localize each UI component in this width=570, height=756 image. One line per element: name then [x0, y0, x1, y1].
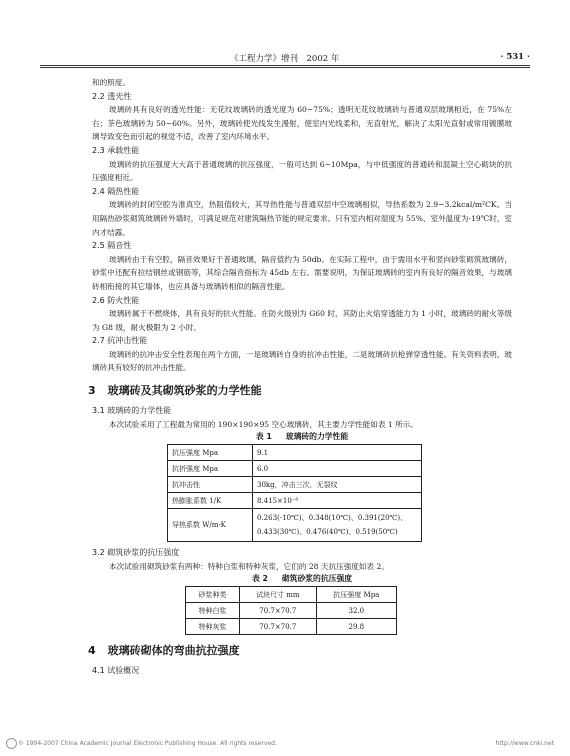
section-2-7-heading: 2.7 抗冲击性能 [92, 336, 148, 346]
section-4-number: 4 [88, 644, 96, 658]
section-2-7-text: 玻璃砖的抗冲击安全性表现在两个方面，一是玻璃砖自身的抗冲击性能，二是玻璃砖抗枪弹穿透性能。有关资料表明，玻璃砖具有较好的抗冲击性能。 [92, 349, 512, 373]
table-cell: 导热系数 W/m·K [168, 509, 253, 542]
table-cell-multiline [253, 509, 422, 542]
table-cell: 8.415×10⁻⁶ [253, 493, 422, 509]
table-1 [167, 444, 422, 542]
table-2 [185, 586, 397, 635]
table-cell: 抗折强度 Mpa [168, 461, 253, 477]
section-2-2-text: 玻璃砖具有良好的透光性能：无花纹玻璃砖的透光度为 60~75%；透明无花纹玻璃砖与普通双层玻璃相近，在 75%左右；茶色玻璃砖为 50~60%。另外，玻璃砖使光线发生漫射，使室内光线柔和，无直射光，解决了太阳光直射或常用镀膜玻璃导致变色而引起的视觉不适，改善了室内环境水平。 [92, 105, 512, 142]
footer-url[interactable]: http://www.cnki.net [495, 740, 554, 747]
section-2-5-text: 玻璃砖由于有空腔，隔音效果好于普通玻璃，隔音值约为 50db。在实际工程中，由于需用水平和竖向砂浆砌筑玻璃砖，砂浆中还配有拉结钢丝或钢筋等，其综合隔音指标为 45db 左右。需要说明，为保证玻璃砖的室内有良好的隔音效果，与玻璃砖相衔接的其它墙体，也应具备与玻璃砖相似的隔音性能。 [92, 254, 512, 291]
conductivity-line-1: 0.263(-10℃)、0.348(10℃)、0.391(20℃)、 [257, 514, 408, 523]
page-footer [6, 738, 554, 750]
section-3-title: 玻璃砖及其砌筑砂浆的力学性能 [107, 384, 262, 398]
table-row [168, 509, 422, 542]
intro-line: 和的照度。 [92, 78, 130, 87]
section-2-6-heading: 2.6 防火性能 [92, 295, 140, 305]
section-2-3-heading: 2.3 承载性能 [92, 145, 140, 155]
table-row [168, 445, 422, 461]
table-header-cell: 抗压强度 Mpa [316, 587, 396, 603]
table-cell: 抗冲击性 [168, 477, 253, 493]
table-cell: 抗压强度 Mpa [168, 445, 253, 461]
copyright-notice: © 1994-2007 China Academic Journal Electronic Publishing House. All rights reserved. [18, 740, 277, 747]
running-header [40, 52, 530, 66]
table-cell: 特种白浆 [186, 603, 240, 619]
table-cell: 6.0 [253, 461, 422, 477]
section-2-6-text: 玻璃砖属于不燃烧体，具有良好的抗火性能。在防火级别为 G60 时，其防止火焰穿透能力为 1 小时，玻璃砖的耐火等级为 G8 级，耐火极限为 2 小时。 [92, 309, 512, 332]
table-header-row [186, 587, 397, 603]
section-3-2-heading: 3.2 砌筑砂浆的抗压强度 [92, 548, 180, 558]
table-2-title: 砌筑砂浆的抗压强度 [281, 574, 353, 584]
table-row [168, 461, 422, 477]
table-2-caption [92, 573, 512, 585]
table-row [168, 493, 422, 509]
table-cell: 热膨胀系数 1/K [168, 493, 253, 509]
table-cell: 70.7×70.7 [240, 619, 317, 635]
table-cell: 32.0 [316, 603, 396, 619]
table-1-number: 表 1 [255, 432, 272, 442]
table-1-caption [92, 431, 512, 443]
section-2-4-text: 玻璃砖的封闭空腔为准真空，热阻值较大，其导热性能与普通双层中空玻璃相似，导热系数为 2.9~3.2kcal/m²CK。当用隔热砂浆砌筑玻璃砖外墙时，可满足规范对建筑隔热节能的规定要求。只有室内相对湿度为 55%、室外温度为-19℃时，室内才结露。 [92, 200, 512, 237]
section-3-1-heading: 3.1 玻璃砖的力学性能 [92, 406, 172, 416]
section-3-heading [88, 383, 512, 398]
header-rule [40, 65, 530, 68]
section-2-2-heading: 2.2 透光性 [92, 91, 132, 101]
table-cell: 9.1 [253, 445, 422, 461]
table-cell: 30kg，冲击三次，无裂纹 [253, 477, 422, 493]
section-4-title: 玻璃砖砌体的弯曲抗拉强度 [107, 644, 240, 658]
table-cell: 70.7×70.7 [240, 603, 317, 619]
journal-title: 《工程力学》增刊 2002 年 [230, 54, 340, 64]
table-header-cell: 试块尺寸 mm [240, 587, 317, 603]
section-4-1-heading: 4.1 试验概况 [92, 666, 140, 676]
section-2-4-heading: 2.4 隔热性能 [92, 186, 140, 196]
conductivity-line-2: 0.433(30℃)、0.476(40℃)、0.519(50℃) [257, 528, 398, 537]
table-cell: 特种灰浆 [186, 619, 240, 635]
table-2-number: 表 2 [251, 574, 268, 584]
table-cell: 29.8 [316, 619, 396, 635]
page-number: · 531 · [500, 52, 530, 62]
publisher-mark-icon [6, 738, 17, 749]
section-3-1-text: 本次试验采用了工程最为常用的 190×190×95 空心玻璃砖，其主要力学性能如表 1 所示。 [109, 419, 418, 429]
table-row [186, 619, 397, 635]
table-row [186, 603, 397, 619]
section-3-number: 3 [88, 384, 96, 398]
section-3-2-text: 本次试验用砌筑砂浆有两种：特种白浆和特种灰浆，它们的 28 天抗压强度如表 2。 [109, 561, 389, 571]
section-2-3-text: 玻璃砖的抗压强度大大高于普通玻璃的抗压强度，一般可达到 6~10Mpa，与中低强度的普通砖和混凝土空心砌块的抗压强度相近。 [92, 159, 512, 183]
article-body [88, 76, 512, 678]
table-header-cell: 砂浆种类 [186, 587, 240, 603]
table-1-title: 玻璃砖的力学性能 [285, 432, 349, 442]
section-4-heading [88, 643, 512, 658]
section-2-5-heading: 2.5 隔音性 [92, 241, 132, 251]
table-row [168, 477, 422, 493]
